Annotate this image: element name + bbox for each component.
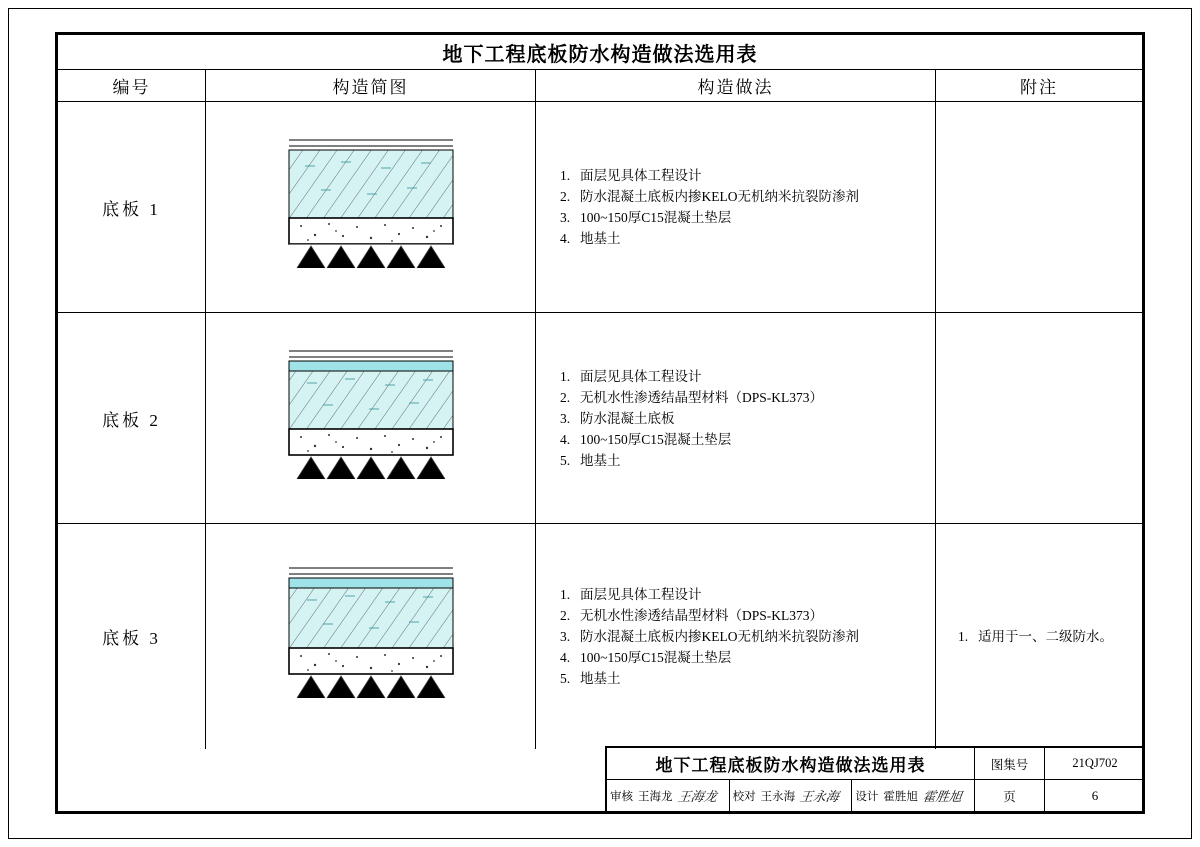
page-label: 页 [975,780,1045,811]
check-label: 校对 [732,790,756,803]
row-note [936,313,1142,523]
drawing-name: 地下工程底板防水构造做法选用表 [607,748,975,779]
design-signature: 霍胜旭 [921,789,963,804]
method-item: 3. 防水混凝土底板内掺KELO无机纳米抗裂防渗剂 [560,629,859,644]
title-block-bottom-row [607,780,1145,811]
sheet-title-row [58,35,1142,70]
design-name: 霍胜旭 [883,790,918,803]
row-note [936,524,1142,749]
atlas-number: 21QJ702 [1072,756,1118,770]
table-header-row [58,70,1142,102]
table-body [58,102,1142,749]
review-signature: 王海龙 [676,789,718,804]
title-block-top-row [607,748,1145,780]
method-item: 2. 防水混凝土底板内掺KELO无机纳米抗裂防渗剂 [560,189,859,204]
method-item: 4. 100~150厚C15混凝土垫层 [560,431,732,447]
row-figure [206,524,536,749]
row-method [536,313,936,523]
method-item: 3. 防水混凝土底板 [560,410,675,426]
method-item: 1. 面层见具体工程设计 [560,168,702,183]
row-method [536,524,936,749]
header-no: 编号 [58,70,206,101]
method-item: 2. 无机水性渗透结晶型材料（DPS-KL373） [560,389,824,405]
signature-group-check [730,780,853,811]
row-note [936,102,1142,312]
method-item: 2. 无机水性渗透结晶型材料（DPS-KL373） [560,608,824,623]
table-row [58,313,1142,524]
signature-group-design [852,780,975,811]
row-figure [206,313,536,523]
method-item: 5. 地基土 [560,452,621,468]
page-number: 6 [1091,787,1099,803]
drawing-sheet [55,32,1145,814]
note-item: 1. 适用于一、二级防水。 [958,629,1113,644]
table-row [58,524,1142,749]
review-name: 王海龙 [638,790,673,803]
atlas-label: 图集号 [975,748,1045,779]
table-row [58,102,1142,313]
title-block [605,746,1145,811]
header-note: 附注 [1020,78,1058,97]
method-item: 3. 100~150厚C15混凝土垫层 [560,210,732,225]
header-figure: 构造简图 [206,70,536,101]
review-label: 审核 [610,790,633,803]
check-signature: 王永海 [798,789,841,804]
method-item: 1. 面层见具体工程设计 [560,587,702,602]
row-no: 底板 1 [58,102,206,312]
method-item: 5. 地基土 [560,671,621,686]
row-no: 底板 2 [58,313,206,523]
method-item: 4. 100~150厚C15混凝土垫层 [560,650,732,665]
signature-group-review [607,780,730,811]
sheet-title: 地下工程底板防水构造做法选用表 [442,43,758,66]
bottom-slab-detail-1-icon [206,102,535,312]
check-name: 王永海 [760,790,796,803]
header-method: 构造做法 [536,70,936,101]
method-item: 1. 面层见具体工程设计 [560,368,702,384]
row-method [536,102,936,312]
design-label: 设计 [855,790,879,803]
row-figure [206,102,536,312]
row-no: 底板 3 [58,524,206,749]
bottom-slab-detail-2-icon [206,313,535,523]
bottom-slab-detail-3-icon [206,524,535,749]
method-item: 4. 地基土 [560,231,621,246]
